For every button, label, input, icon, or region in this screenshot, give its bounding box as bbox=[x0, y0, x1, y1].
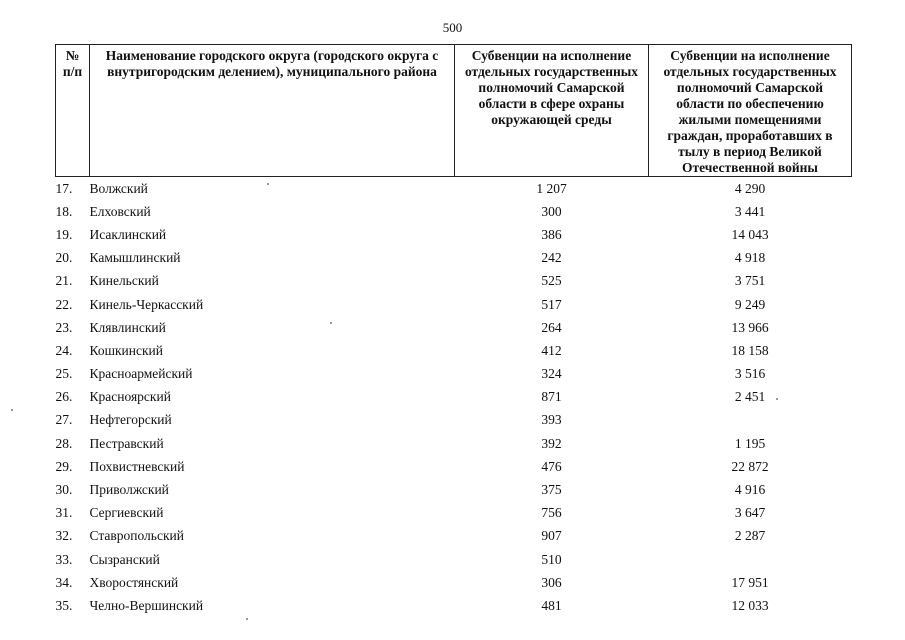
table-row bbox=[56, 594, 852, 617]
housing-subvention-value: 4 916 bbox=[734, 482, 766, 498]
environment-subvention-value: 386 bbox=[541, 226, 562, 242]
row-number: 17. bbox=[55, 180, 73, 196]
housing-subvention-value: 3 751 bbox=[734, 273, 766, 289]
table-row bbox=[56, 502, 852, 525]
environment-subvention-value: 517 bbox=[541, 296, 562, 312]
table-body bbox=[56, 177, 852, 618]
scan-speck bbox=[267, 183, 269, 185]
row-number: 23. bbox=[55, 319, 73, 335]
municipality-name: Хворостянский bbox=[89, 574, 179, 590]
housing-subvention-value: 12 033 bbox=[731, 597, 769, 613]
environment-subvention-value: 756 bbox=[541, 505, 562, 521]
municipality-name: Приволжский bbox=[89, 482, 169, 498]
row-number: 34. bbox=[55, 574, 73, 590]
row-number: 20. bbox=[55, 250, 73, 266]
table-row bbox=[56, 316, 852, 339]
table-row bbox=[56, 478, 852, 501]
scan-speck bbox=[11, 409, 13, 411]
housing-subvention-value: 9 249 bbox=[734, 296, 766, 312]
housing-subvention-value: 2 451 bbox=[734, 389, 766, 405]
municipality-name: Кошкинский bbox=[89, 342, 163, 358]
environment-subvention-value: 392 bbox=[541, 435, 562, 451]
municipality-name: Волжский bbox=[89, 180, 148, 196]
municipality-name: Красноармейский bbox=[89, 366, 193, 382]
header-environment-subvention: Субвенции на исполнение отдельных государственных полномочий Самарской области в сфере охраны окружающей среды bbox=[455, 45, 649, 177]
environment-subvention-value: 476 bbox=[541, 458, 562, 474]
municipality-name: Сергиевский bbox=[89, 505, 164, 521]
municipality-name: Нефтегорский bbox=[89, 412, 172, 428]
table-row bbox=[56, 386, 852, 409]
environment-subvention-value: 1 207 bbox=[536, 180, 567, 196]
table-row bbox=[56, 525, 852, 548]
housing-subvention-value: 1 195 bbox=[734, 435, 766, 451]
table-row bbox=[56, 270, 852, 293]
page-number: 500 bbox=[442, 20, 463, 35]
row-number: 21. bbox=[55, 273, 73, 289]
table-row bbox=[56, 177, 852, 201]
housing-subvention-value: 14 043 bbox=[731, 226, 769, 242]
table-header bbox=[56, 45, 852, 177]
municipality-name: Красноярский bbox=[89, 389, 171, 405]
environment-subvention-value: 264 bbox=[541, 319, 562, 335]
table-row bbox=[56, 548, 852, 571]
row-number: 22. bbox=[55, 296, 73, 312]
housing-subvention-value: 3 441 bbox=[734, 203, 766, 219]
table-row bbox=[56, 432, 852, 455]
housing-subvention-value: 2 287 bbox=[734, 528, 766, 544]
scan-speck bbox=[776, 398, 778, 400]
housing-subvention-value: 18 158 bbox=[731, 342, 769, 358]
row-number: 25. bbox=[55, 366, 73, 382]
table-row bbox=[56, 247, 852, 270]
environment-subvention-value: 412 bbox=[541, 342, 562, 358]
housing-subvention-value bbox=[649, 409, 852, 432]
municipality-name: Кинельский bbox=[89, 273, 159, 289]
environment-subvention-value: 300 bbox=[541, 203, 562, 219]
environment-subvention-value: 306 bbox=[541, 574, 562, 590]
environment-subvention-value: 242 bbox=[541, 250, 562, 266]
municipality-name: Пестравский bbox=[89, 435, 164, 451]
row-number: 18. bbox=[55, 203, 73, 219]
housing-subvention-value bbox=[649, 548, 852, 571]
table-row bbox=[56, 223, 852, 246]
header-number: № п/п bbox=[56, 45, 90, 177]
municipality-name: Камышлинский bbox=[89, 250, 181, 266]
row-number: 29. bbox=[55, 458, 73, 474]
housing-subvention-value: 17 951 bbox=[731, 574, 769, 590]
municipality-name: Сызранский bbox=[89, 551, 160, 567]
row-number: 24. bbox=[55, 342, 73, 358]
environment-subvention-value: 481 bbox=[541, 597, 562, 613]
row-number: 26. bbox=[55, 389, 73, 405]
table-row bbox=[56, 409, 852, 432]
row-number: 32. bbox=[55, 528, 73, 544]
municipality-name: Клявлинский bbox=[89, 319, 166, 335]
header-housing-subvention: Субвенции на исполнение отдельных государственных полномочий Самарской области по обеспечению жилыми помещениями граждан, проработавших в тылу в период Великой Отечественной войны bbox=[649, 45, 852, 177]
row-number: 35. bbox=[55, 597, 73, 613]
subventions-table bbox=[55, 44, 852, 618]
housing-subvention-value: 13 966 bbox=[731, 319, 769, 335]
table-row bbox=[56, 571, 852, 594]
municipality-name: Похвистневский bbox=[89, 458, 185, 474]
housing-subvention-value: 4 918 bbox=[734, 250, 766, 266]
environment-subvention-value: 871 bbox=[541, 389, 562, 405]
environment-subvention-value: 393 bbox=[541, 412, 562, 428]
table-row bbox=[56, 363, 852, 386]
table-row bbox=[56, 339, 852, 362]
environment-subvention-value: 324 bbox=[541, 366, 562, 382]
table-row bbox=[56, 455, 852, 478]
header-municipality-name: Наименование городского округа (городского округа с внутригородским делением), муниципального района bbox=[90, 45, 455, 177]
row-number: 33. bbox=[55, 551, 73, 567]
scan-speck bbox=[330, 322, 332, 324]
housing-subvention-value: 3 516 bbox=[734, 366, 766, 382]
housing-subvention-value: 3 647 bbox=[734, 505, 766, 521]
scan-speck bbox=[246, 618, 248, 620]
row-number: 30. bbox=[55, 482, 73, 498]
municipality-name: Елховский bbox=[89, 203, 151, 219]
environment-subvention-value: 510 bbox=[541, 551, 562, 567]
row-number: 19. bbox=[55, 226, 73, 242]
row-number: 28. bbox=[55, 435, 73, 451]
housing-subvention-value: 22 872 bbox=[731, 458, 769, 474]
municipality-name: Ставропольский bbox=[89, 528, 184, 544]
table-row bbox=[56, 200, 852, 223]
municipality-name: Челно-Вершинский bbox=[89, 597, 204, 613]
environment-subvention-value: 525 bbox=[541, 273, 562, 289]
environment-subvention-value: 907 bbox=[541, 528, 562, 544]
environment-subvention-value: 375 bbox=[541, 482, 562, 498]
row-number: 31. bbox=[55, 505, 73, 521]
housing-subvention-value: 4 290 bbox=[734, 180, 766, 196]
municipality-name: Исаклинский bbox=[89, 226, 167, 242]
table-row bbox=[56, 293, 852, 316]
row-number: 27. bbox=[55, 412, 73, 428]
municipality-name: Кинель-Черкасский bbox=[89, 296, 204, 312]
